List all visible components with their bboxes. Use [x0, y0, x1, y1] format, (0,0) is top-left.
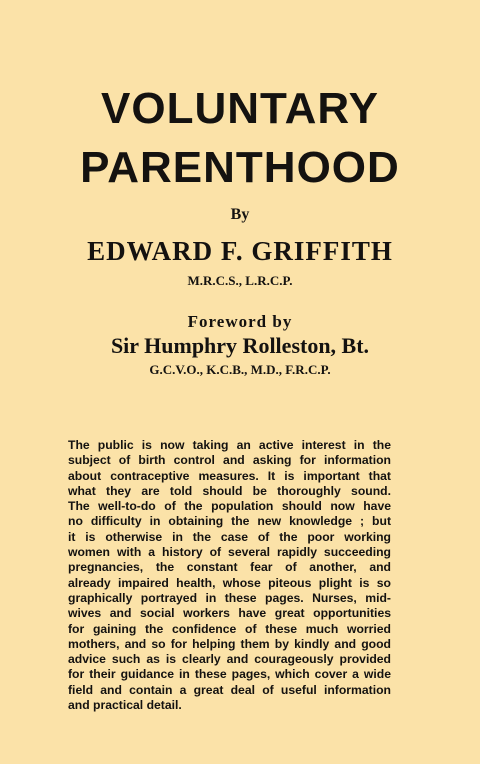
blurb-line: it is otherwise in the case of the poor working [68, 529, 391, 544]
blurb-line: no difficulty in obtaining the new knowledge ; but [68, 514, 391, 529]
blurb-line: for gaining the confidence of these much worried [68, 621, 391, 636]
blurb-line: about contraceptive measures. It is important that [68, 468, 391, 483]
blurb-line: subject of birth control and asking for information [68, 453, 391, 468]
blurb-line: for their guidance in these pages, which cover a wide [68, 667, 391, 682]
blurb-line: and practical detail. [68, 698, 182, 713]
blurb-line: women with a history of several rapidly succeeding [68, 545, 391, 560]
blurb-paragraph [68, 438, 391, 713]
blurb-line: wives and social workers have great opportunities [68, 606, 391, 621]
foreword-label: Foreword by [187, 312, 293, 331]
author-credentials: M.R.C.S., L.R.C.P. [187, 273, 293, 288]
blurb-line: field and contain a great deal of useful information [68, 682, 391, 697]
blurb-line: advice such as is clearly and courageously provided [68, 652, 391, 667]
blurb-line: The well-to-do of the population should now have [68, 499, 391, 514]
blurb-line: pregnancies, the constant fear of another, and [68, 560, 391, 575]
title-line-1: VOLUNTARY [101, 84, 379, 133]
blurb-line: already impaired health, whose piteous plight is so [68, 575, 391, 590]
foreword-credentials: G.C.V.O., K.C.B., M.D., F.R.C.P. [149, 362, 331, 377]
blurb-line: what they are told should be thoroughly sound. [68, 483, 391, 498]
blurb-line: The public is now taking an active interest in the [68, 438, 391, 452]
title-line-2: PARENTHOOD [80, 143, 400, 192]
author-name: EDWARD F. GRIFFITH [87, 236, 393, 266]
blurb-line: mothers, and so for helping them by kindly and good [68, 636, 391, 651]
byline: By [230, 206, 250, 223]
foreword-author: Sir Humphry Rolleston, Bt. [110, 333, 370, 358]
blurb-line: graphically portrayed in these pages. Nurses, mid- [68, 590, 391, 605]
